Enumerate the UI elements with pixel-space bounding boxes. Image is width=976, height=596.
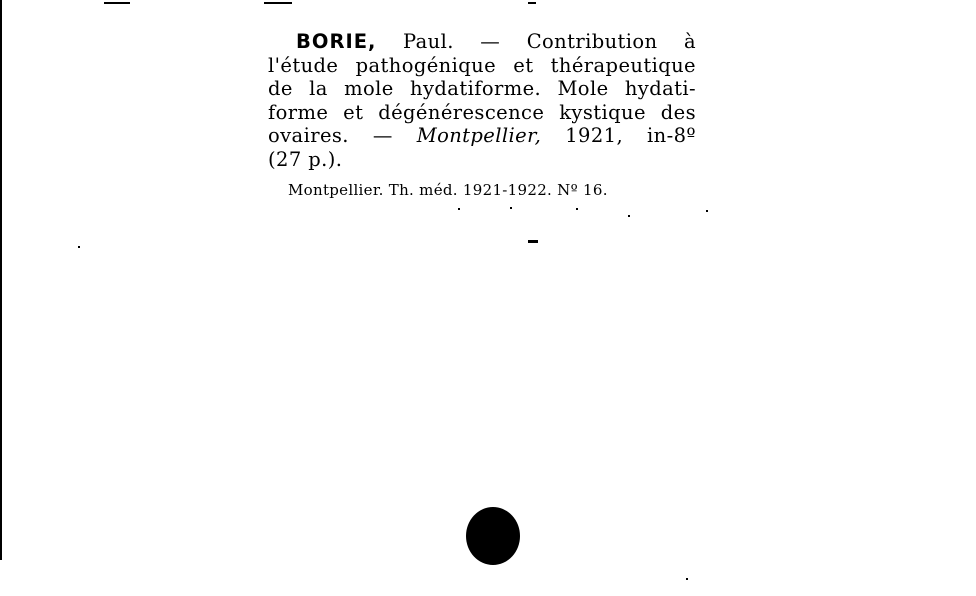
dash: —: [480, 30, 501, 53]
top-mark: [264, 2, 292, 4]
thesis-note: Montpellier. Th. méd. 1921-1922. Nº 16.: [288, 181, 608, 199]
speck: [510, 207, 512, 209]
author-given-name: Paul.: [402, 30, 454, 53]
speck: [686, 578, 688, 580]
speck: [576, 208, 578, 210]
speck: [628, 215, 630, 217]
top-mark: [528, 2, 536, 4]
publication-place: Montpellier,: [416, 124, 542, 148]
entry-line-1: [268, 30, 696, 54]
speck: [78, 246, 80, 248]
entry-line-2: l'étude pathogénique et thérapeutique: [268, 53, 696, 77]
publication-year-format: 1921, in-8º: [565, 124, 696, 148]
top-mark: [104, 2, 130, 4]
speck: [528, 240, 538, 243]
entry-line-5: [268, 124, 696, 148]
punch-hole: [466, 507, 520, 565]
title-start: Contribution à: [526, 30, 697, 53]
entry-line-4: forme et dégénérescence kystique des: [268, 100, 696, 124]
author-surname: BORIE,: [296, 30, 377, 53]
entry-line-6: (27 p.).: [268, 147, 343, 171]
speck: [458, 208, 460, 210]
title-end: ovaires. —: [268, 124, 393, 148]
bibliographic-entry: [268, 30, 696, 172]
edge-mark: [0, 545, 2, 557]
edge-mark: [0, 465, 2, 479]
entry-line-3: de la mole hydatiforme. Mole hydati-: [268, 77, 696, 101]
speck: [706, 210, 708, 212]
edge-mark: [0, 300, 2, 328]
